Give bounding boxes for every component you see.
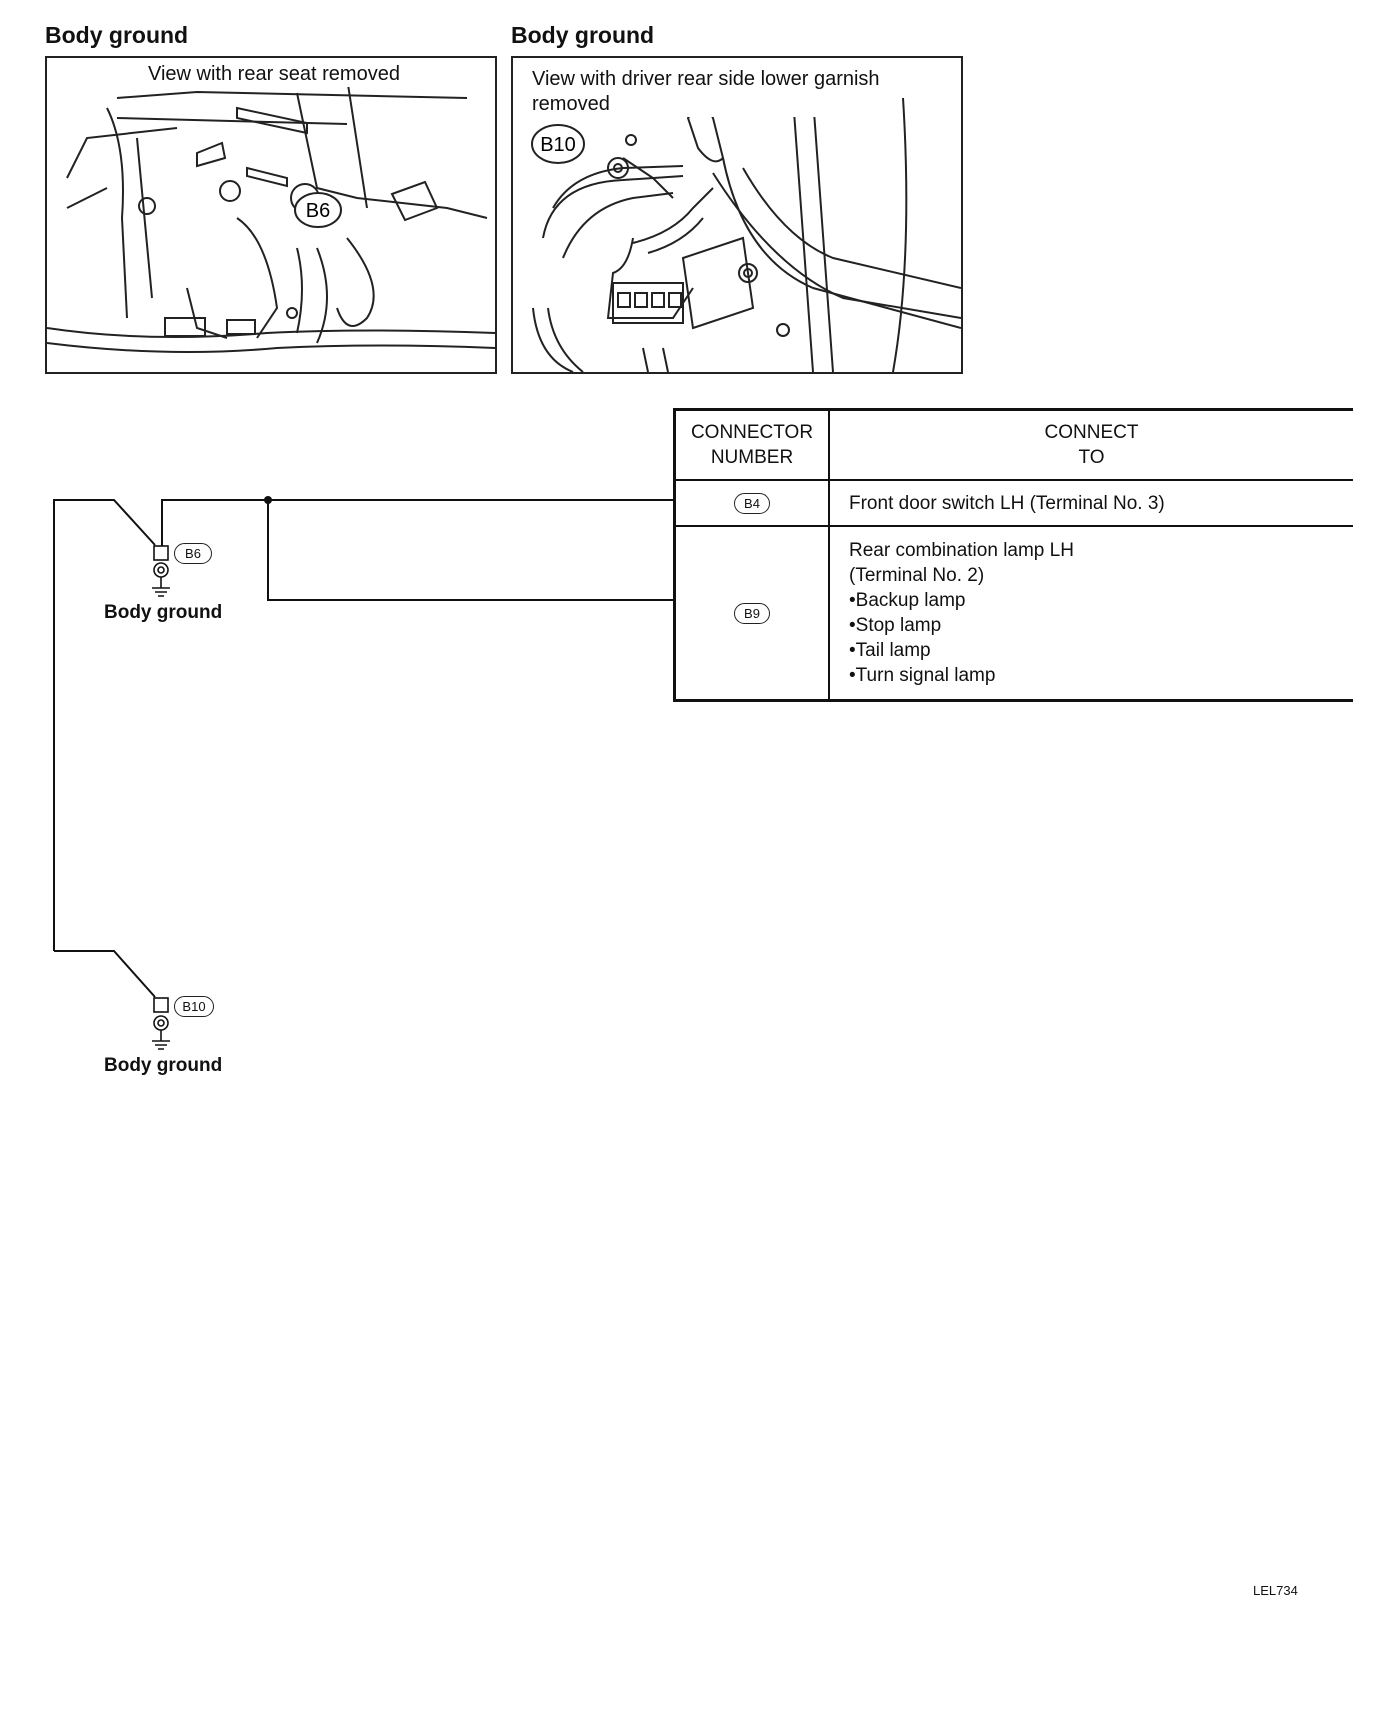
connector-badge-b4: B4 bbox=[734, 493, 770, 514]
panel1-caption: View with rear seat removed bbox=[145, 62, 403, 87]
ground-symbol-b6 bbox=[152, 546, 170, 596]
connector-number-cell bbox=[675, 480, 830, 526]
table-row bbox=[675, 480, 1354, 526]
panel2-caption: View with driver rear side lower garnish removed bbox=[529, 67, 883, 117]
connector-table bbox=[673, 408, 1353, 702]
ground-tag-b10: B10 bbox=[174, 996, 214, 1017]
connector-table-header bbox=[675, 410, 1354, 481]
table-row bbox=[675, 526, 1354, 701]
connector-number-cell bbox=[675, 526, 830, 701]
wire-b6-to-table bbox=[162, 500, 673, 549]
wire-left-trunk bbox=[54, 500, 155, 951]
figure-code: LEL734 bbox=[1253, 1583, 1298, 1598]
panel2-title: Body ground bbox=[511, 22, 655, 48]
panel2-callout-label: B10 bbox=[540, 134, 576, 156]
panel1-title: Body ground bbox=[45, 22, 189, 48]
list-item: • Turn signal lamp bbox=[849, 663, 1352, 688]
list-item: • Tail lamp bbox=[849, 638, 1352, 663]
wire-junction-dot bbox=[264, 496, 272, 504]
lamp-list bbox=[849, 588, 1352, 688]
connect-to-terminal: (Terminal No. 2) bbox=[849, 565, 985, 586]
ground-label-b10: Body ground bbox=[104, 1055, 223, 1076]
connect-to-cell: Front door switch LH (Terminal No. 3) bbox=[829, 480, 1353, 526]
wire-b10 bbox=[54, 951, 155, 997]
ground-symbol-b10 bbox=[152, 998, 170, 1049]
header-connect-to: CONNECT TO bbox=[829, 410, 1353, 481]
ground-tag-b6: B6 bbox=[174, 543, 212, 564]
ground-label-b6: Body ground bbox=[104, 602, 223, 623]
header-connector-number: CONNECTOR NUMBER bbox=[675, 410, 830, 481]
list-item: • Backup lamp bbox=[849, 588, 1352, 613]
connect-to-cell bbox=[829, 526, 1353, 701]
wire-branch-b9 bbox=[268, 500, 673, 600]
connect-to-name: Rear combination lamp LH bbox=[849, 540, 1074, 561]
panel1-callout-label: B6 bbox=[305, 200, 331, 222]
list-item: • Stop lamp bbox=[849, 613, 1352, 638]
connector-badge-b9: B9 bbox=[734, 603, 770, 624]
